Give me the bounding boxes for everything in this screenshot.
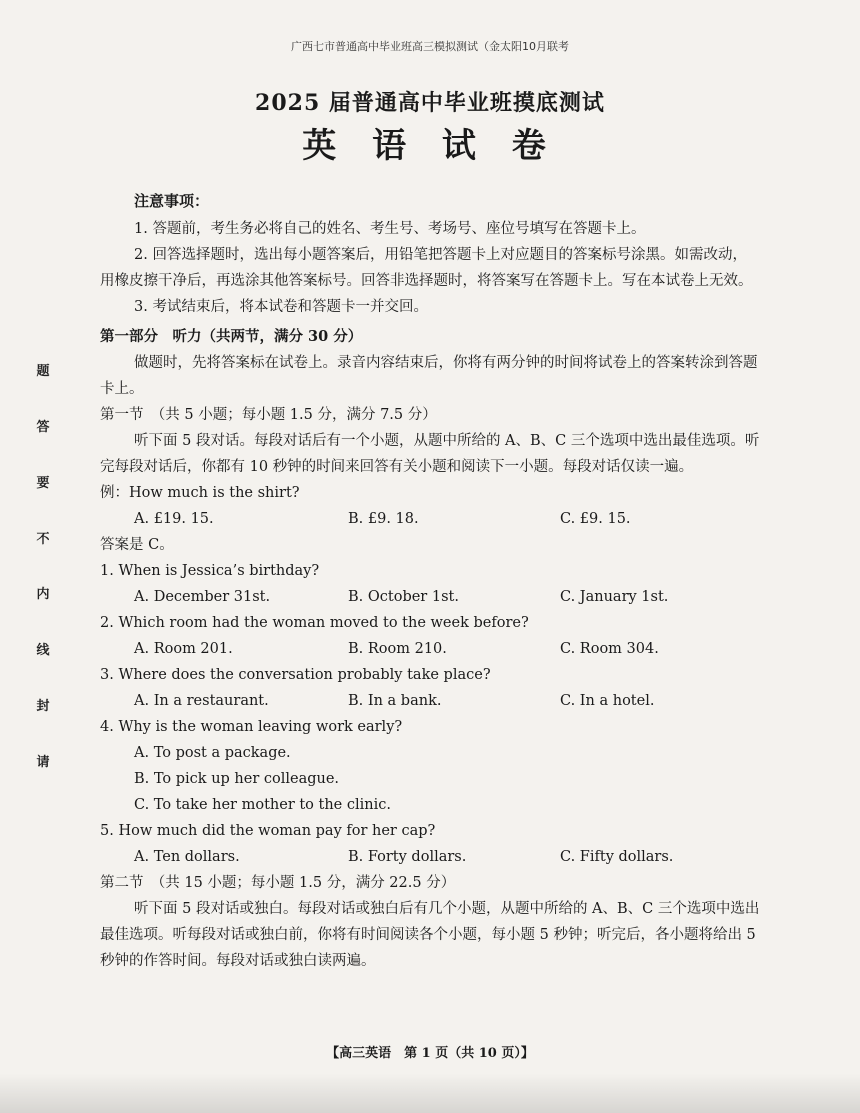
option-c: C. £9. 15. xyxy=(560,511,631,527)
seal-char: 不 xyxy=(36,531,50,547)
question-5: 5. How much did the woman pay for her cap? xyxy=(100,823,436,839)
option-b: B. To pick up her colleague. xyxy=(134,771,340,787)
example-options xyxy=(100,506,760,532)
example-question: 例：How much is the shirt? xyxy=(100,485,300,501)
section2-instruction: 听下面 5 段对话或独白。每段对话或独白后有几个小题，从题中所给的 A、B、C 三个选项中选出最佳选项。听每段对话或独白前，你将有时间阅读各个小题，每小题 5 秒钟；听完后，各小题将给出 5 秒钟的作答时间。每段对话或独白读两遍。 xyxy=(100,901,760,969)
section1-title: 第一节 （共 5 小题；每小题 1.5 分，满分 7.5 分） xyxy=(100,407,437,423)
notice-title: 注意事项： xyxy=(134,192,210,210)
option-b: B. Forty dollars. xyxy=(348,849,467,865)
seal-char: 要 xyxy=(36,475,50,491)
seal-char: 封 xyxy=(36,699,50,715)
part1-title: 第一部分 听力（共两节，满分 30 分） xyxy=(100,328,363,345)
seal-char: 题 xyxy=(36,364,50,379)
option-c: C. Fifty dollars. xyxy=(560,849,674,865)
option-b: B. In a bank. xyxy=(348,693,442,709)
question-3-options xyxy=(100,688,760,714)
question-2: 2. Which room had the woman moved to the week before? xyxy=(100,615,529,631)
seal-char: 答 xyxy=(36,419,50,435)
page-footer: 【高三英语 第 1 页（共 10 页）】 xyxy=(326,1046,534,1061)
seal-line-strip xyxy=(32,360,54,770)
part1-instruction: 做题时，先将答案标在试卷上。录音内容结束后，你将有两分钟的时间将试卷上的答案转涂到答题卡上。 xyxy=(100,355,758,397)
option-a: A. In a restaurant. xyxy=(134,693,269,709)
option-a: A. To post a package. xyxy=(134,745,291,761)
notice-item: 3. 考试结束后，将本试卷和答题卡一并交回。 xyxy=(134,299,428,315)
question-2-options xyxy=(100,636,760,662)
question-5-options xyxy=(100,844,760,870)
option-b: B. October 1st. xyxy=(348,589,459,605)
section2-title: 第二节 （共 15 小题；每小题 1.5 分，满分 22.5 分） xyxy=(100,875,456,891)
option-a: A. £19. 15. xyxy=(134,511,214,527)
exam-content xyxy=(100,188,760,974)
option-c: C. Room 304. xyxy=(560,641,659,657)
option-a: A. Ten dollars. xyxy=(134,849,240,865)
question-1-options xyxy=(100,584,760,610)
exam-title: 2025 届普通高中毕业班摸底测试 xyxy=(255,90,605,116)
seal-char: 请 xyxy=(36,754,50,770)
option-c: C. January 1st. xyxy=(560,589,669,605)
scan-edge-shadow xyxy=(0,1073,860,1113)
question-3: 3. Where does the conversation probably take place? xyxy=(100,667,491,683)
seal-char: 线 xyxy=(36,643,50,659)
option-b: B. Room 210. xyxy=(348,641,447,657)
notice-item: 2. 回答选择题时，选出每小题答案后，用铅笔把答题卡上对应题目的答案标号涂黑。如需改动，用橡皮擦干净后，再选涂其他答案标号。回答非选择题时，将答案写在答题卡上。写在本试卷上无效。 xyxy=(100,247,753,289)
seal-char: 内 xyxy=(36,587,50,603)
exam-source-note: 广西七市普通高中毕业班高三模拟测试（金太阳10月联考 xyxy=(291,40,569,53)
question-4: 4. Why is the woman leaving work early? xyxy=(100,719,403,735)
question-1: 1. When is Jessica’s birthday? xyxy=(100,563,320,579)
option-c: C. In a hotel. xyxy=(560,693,655,709)
section1-instruction: 听下面 5 段对话。每段对话后有一个小题，从题中所给的 A、B、C 三个选项中选出最佳选项。听完每段对话后，你都有 10 秒钟的时间来回答有关小题和阅读下一小题。每段对话仅读一遍。 xyxy=(100,433,760,475)
notice-item: 1. 答题前，考生务必将自己的姓名、考生号、考场号、座位号填写在答题卡上。 xyxy=(134,221,646,237)
option-b: B. £9. 18. xyxy=(348,511,419,527)
option-a: A. December 31st. xyxy=(134,589,271,605)
option-c: C. To take her mother to the clinic. xyxy=(134,797,391,813)
example-answer: 答案是 C。 xyxy=(100,537,174,553)
option-a: A. Room 201. xyxy=(134,641,233,657)
exam-subject-title: 英 语 试 卷 xyxy=(302,126,558,166)
